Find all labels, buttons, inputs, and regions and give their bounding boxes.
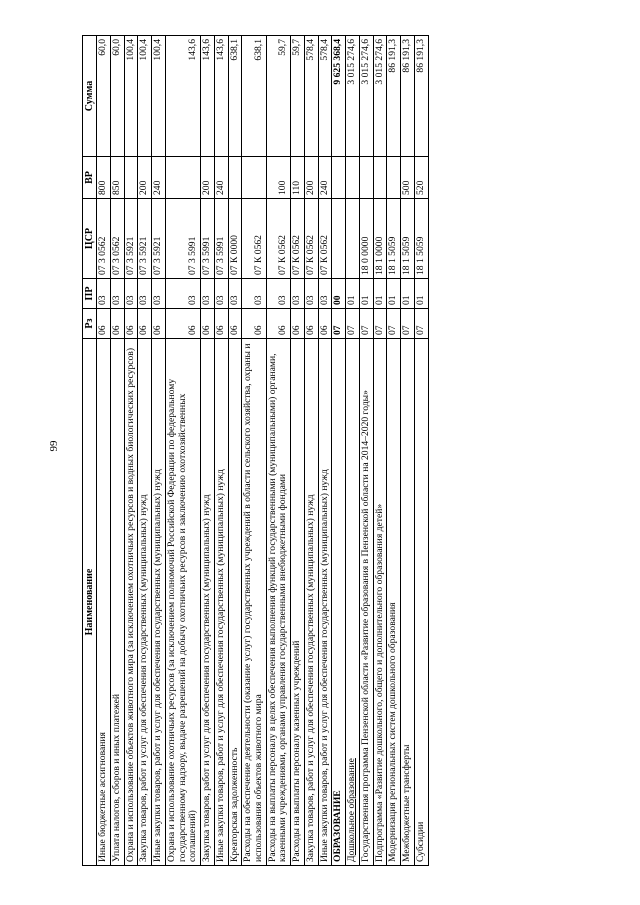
table-row <box>124 36 138 866</box>
table-row <box>97 36 111 866</box>
row-name-cell <box>346 339 360 866</box>
row-csr-cell: 07 К 0562 <box>304 199 318 279</box>
row-vr-cell: 850 <box>110 157 124 199</box>
row-name: ОБРАЗОВАНИЕ <box>332 790 344 862</box>
row-name: Межбюджетные трансферты <box>401 744 413 862</box>
row-name-cell <box>201 339 215 866</box>
row-sum-cell: 3 015 274,6 <box>346 36 360 157</box>
row-vr-cell: 520 <box>414 157 428 199</box>
row-pr-cell: 03 <box>97 279 111 309</box>
row-pr-cell: 03 <box>201 279 215 309</box>
row-name-cell <box>332 339 346 866</box>
row-vr-cell <box>387 157 401 199</box>
row-sum-cell: 638,1 <box>228 36 242 157</box>
row-rz-cell: 06 <box>97 309 111 339</box>
table-row <box>214 36 228 866</box>
row-vr-cell <box>124 157 138 199</box>
row-name-cell <box>318 339 332 866</box>
row-name-cell <box>266 339 290 866</box>
row-name: Государственная программа Пензенской области «Развитие образования в Пензенской области на 2014–2020 годы» <box>359 390 371 862</box>
row-vr-cell: 200 <box>138 157 152 199</box>
row-name: Иные закупки товаров, работ и услуг для обеспечения государственных (муниципальных) нужд <box>318 469 330 862</box>
header-csr: ЦСР <box>83 199 97 279</box>
row-vr-cell <box>332 157 346 199</box>
header-rz: Рз <box>83 309 97 339</box>
row-csr-cell <box>332 199 346 279</box>
row-sum-cell: 100,4 <box>138 36 152 157</box>
row-pr-cell: 03 <box>165 279 200 309</box>
row-csr-cell: 18 1 0000 <box>373 199 387 279</box>
row-vr-cell <box>228 157 242 199</box>
row-rz-cell: 06 <box>165 309 200 339</box>
row-pr-cell: 03 <box>228 279 242 309</box>
row-name-cell <box>373 339 387 866</box>
table-row <box>318 36 332 866</box>
row-name: Иные закупки товаров, работ и услуг для обеспечения государственных (муниципальных) нужд <box>214 469 226 862</box>
row-sum-cell: 578,4 <box>304 36 318 157</box>
table-row <box>373 36 387 866</box>
header-sum: Сумма <box>83 36 97 157</box>
row-vr-cell <box>165 157 200 199</box>
row-pr-cell: 00 <box>332 279 346 309</box>
row-vr-cell: 500 <box>401 157 415 199</box>
row-csr-cell: 07 К 0000 <box>228 199 242 279</box>
row-csr-cell: 07 К 0562 <box>291 199 305 279</box>
table-row <box>110 36 124 866</box>
row-name: Охрана и использование охотничьих ресурсов (за исключением полномочий Российской Федерации по федеральному государственному надзору, выдаче разрешений на добычу охотничьих ресурсов и заключению охотхозяйственных соглашений) <box>165 378 199 862</box>
row-vr-cell <box>373 157 387 199</box>
row-vr-cell <box>346 157 360 199</box>
row-name: Иные закупки товаров, работ и услуг для обеспечения государственных (муниципальных) нужд <box>152 469 164 862</box>
row-pr-cell: 03 <box>266 279 290 309</box>
row-rz-cell: 07 <box>387 309 401 339</box>
table-row <box>266 36 290 866</box>
table-row <box>291 36 305 866</box>
row-vr-cell <box>242 157 266 199</box>
row-vr-cell: 110 <box>291 157 305 199</box>
row-name: Подпрограмма «Развитие дошкольного, общего и дополнительного образования детей» <box>373 503 385 862</box>
row-rz-cell: 07 <box>346 309 360 339</box>
table-row <box>414 36 428 866</box>
row-csr-cell: 18 1 5059 <box>414 199 428 279</box>
row-name-cell <box>291 339 305 866</box>
row-sum-cell: 3 015 274,6 <box>373 36 387 157</box>
row-sum-cell: 143,6 <box>214 36 228 157</box>
row-pr-cell: 03 <box>291 279 305 309</box>
row-pr-cell: 01 <box>346 279 360 309</box>
row-rz-cell: 06 <box>201 309 215 339</box>
row-sum-cell: 638,1 <box>242 36 266 157</box>
row-csr-cell: 18 0 0000 <box>359 199 373 279</box>
row-pr-cell: 01 <box>373 279 387 309</box>
row-vr-cell: 800 <box>97 157 111 199</box>
row-vr-cell: 240 <box>214 157 228 199</box>
row-sum-cell: 578,4 <box>318 36 332 157</box>
row-name-cell <box>401 339 415 866</box>
row-rz-cell: 06 <box>291 309 305 339</box>
row-name: Расходы на обеспечение деятельности (оказание услуг) государственных учреждений в области сельского хозяйства, охраны и использования объектов животного мира <box>242 343 264 862</box>
table-row <box>401 36 415 866</box>
row-name: Модернизация региональных систем дошкольного образования <box>387 602 399 862</box>
row-csr-cell: 07 3 5921 <box>124 199 138 279</box>
row-rz-cell: 07 <box>373 309 387 339</box>
row-pr-cell: 03 <box>214 279 228 309</box>
row-sum-cell: 143,6 <box>165 36 200 157</box>
row-rz-cell: 07 <box>414 309 428 339</box>
budget-table <box>82 35 429 866</box>
row-rz-cell: 06 <box>242 309 266 339</box>
row-name-cell <box>228 339 242 866</box>
row-pr-cell: 01 <box>359 279 373 309</box>
row-rz-cell: 07 <box>401 309 415 339</box>
table-row <box>228 36 242 866</box>
row-pr-cell: 01 <box>387 279 401 309</box>
row-sum-cell: 9 625 368,4 <box>332 36 346 157</box>
header-pr: ПР <box>83 279 97 309</box>
row-name: Расходы на выплаты персоналу казенных учреждений <box>291 640 303 862</box>
row-sum-cell: 100,4 <box>152 36 166 157</box>
row-pr-cell: 03 <box>152 279 166 309</box>
page-number: 99 <box>48 440 60 452</box>
header-vr: ВР <box>83 157 97 199</box>
row-sum-cell: 59,7 <box>291 36 305 157</box>
row-pr-cell: 01 <box>414 279 428 309</box>
row-pr-cell: 03 <box>318 279 332 309</box>
row-pr-cell: 03 <box>242 279 266 309</box>
row-name-cell <box>97 339 111 866</box>
row-vr-cell: 240 <box>318 157 332 199</box>
row-vr-cell: 200 <box>304 157 318 199</box>
row-sum-cell: 3 015 274,6 <box>359 36 373 157</box>
row-rz-cell: 06 <box>110 309 124 339</box>
row-sum-cell: 86 191,3 <box>387 36 401 157</box>
row-rz-cell: 06 <box>318 309 332 339</box>
row-rz-cell: 06 <box>152 309 166 339</box>
row-csr-cell: 07 3 0562 <box>97 199 111 279</box>
row-vr-cell: 100 <box>266 157 290 199</box>
row-rz-cell: 06 <box>304 309 318 339</box>
row-name: Дошкольное образование <box>346 758 358 862</box>
row-name: Закупка товаров, работ и услуг для обеспечения государственных (муниципальных) нужд <box>138 494 150 862</box>
row-name-cell <box>242 339 266 866</box>
row-name: Закупка товаров, работ и услуг для обеспечения государственных (муниципальных) нужд <box>304 494 316 862</box>
table-header-row <box>83 36 97 866</box>
row-rz-cell: 06 <box>228 309 242 339</box>
row-rz-cell: 07 <box>332 309 346 339</box>
table-row <box>332 36 346 866</box>
row-csr-cell: 07 К 0562 <box>266 199 290 279</box>
row-sum-cell: 60,0 <box>97 36 111 157</box>
row-name: Охрана и использование объектов животного мира (за исключением охотничьих ресурсов и водных биологических ресурсов) <box>124 347 136 862</box>
row-csr-cell: 18 1 5059 <box>387 199 401 279</box>
row-rz-cell: 06 <box>214 309 228 339</box>
row-name-cell <box>304 339 318 866</box>
row-name-cell <box>138 339 152 866</box>
row-sum-cell: 59,7 <box>266 36 290 157</box>
row-name: Иные бюджетные ассигнования <box>97 732 109 862</box>
table-row <box>152 36 166 866</box>
row-name: Креаторская задолженность <box>228 747 240 862</box>
row-rz-cell: 06 <box>124 309 138 339</box>
row-rz-cell: 06 <box>266 309 290 339</box>
row-name: Расходы на выплаты персоналу в целях обеспечения выполнения функций государственными (муниципальными) органами, казенными учреждениями, органами управления государственными внебюджетными фондами <box>266 353 289 862</box>
row-pr-cell: 01 <box>401 279 415 309</box>
row-name: Субсидии <box>414 821 426 862</box>
row-vr-cell: 240 <box>152 157 166 199</box>
row-pr-cell: 03 <box>138 279 152 309</box>
table-row <box>346 36 360 866</box>
row-sum-cell: 143,6 <box>201 36 215 157</box>
row-name-cell <box>414 339 428 866</box>
row-csr-cell: 18 1 5059 <box>401 199 415 279</box>
row-csr-cell: 07 3 5921 <box>138 199 152 279</box>
row-name: Уплата налогов, сборов и иных платежей <box>110 693 122 862</box>
row-pr-cell: 03 <box>304 279 318 309</box>
row-sum-cell: 60,0 <box>110 36 124 157</box>
row-name-cell <box>214 339 228 866</box>
table-row <box>359 36 373 866</box>
row-csr-cell: 07 К 0562 <box>318 199 332 279</box>
row-rz-cell: 06 <box>138 309 152 339</box>
row-vr-cell: 200 <box>201 157 215 199</box>
table-row <box>304 36 318 866</box>
row-name: Закупка товаров, работ и услуг для обеспечения государственных (муниципальных) нужд <box>201 494 213 862</box>
row-csr-cell: 07 3 5991 <box>214 199 228 279</box>
row-csr-cell: 07 3 5991 <box>201 199 215 279</box>
row-pr-cell: 03 <box>110 279 124 309</box>
row-csr-cell: 07 К 0562 <box>242 199 266 279</box>
row-sum-cell: 100,4 <box>124 36 138 157</box>
row-name-cell <box>110 339 124 866</box>
row-name-cell <box>152 339 166 866</box>
row-name-cell <box>359 339 373 866</box>
row-vr-cell <box>359 157 373 199</box>
row-sum-cell: 86 191,3 <box>414 36 428 157</box>
row-name-cell <box>124 339 138 866</box>
row-rz-cell: 07 <box>359 309 373 339</box>
table-row <box>201 36 215 866</box>
row-csr-cell: 07 3 5991 <box>165 199 200 279</box>
rotated-table-wrapper <box>82 36 429 866</box>
row-name-cell <box>165 339 200 866</box>
row-pr-cell: 03 <box>124 279 138 309</box>
table-row <box>242 36 266 866</box>
row-csr-cell: 07 3 0562 <box>110 199 124 279</box>
row-csr-cell <box>346 199 360 279</box>
header-name: Наименование <box>83 339 97 866</box>
table-row <box>387 36 401 866</box>
table-row <box>138 36 152 866</box>
row-sum-cell: 86 191,3 <box>401 36 415 157</box>
row-name-cell <box>387 339 401 866</box>
table-row <box>165 36 200 866</box>
row-csr-cell: 07 3 5921 <box>152 199 166 279</box>
